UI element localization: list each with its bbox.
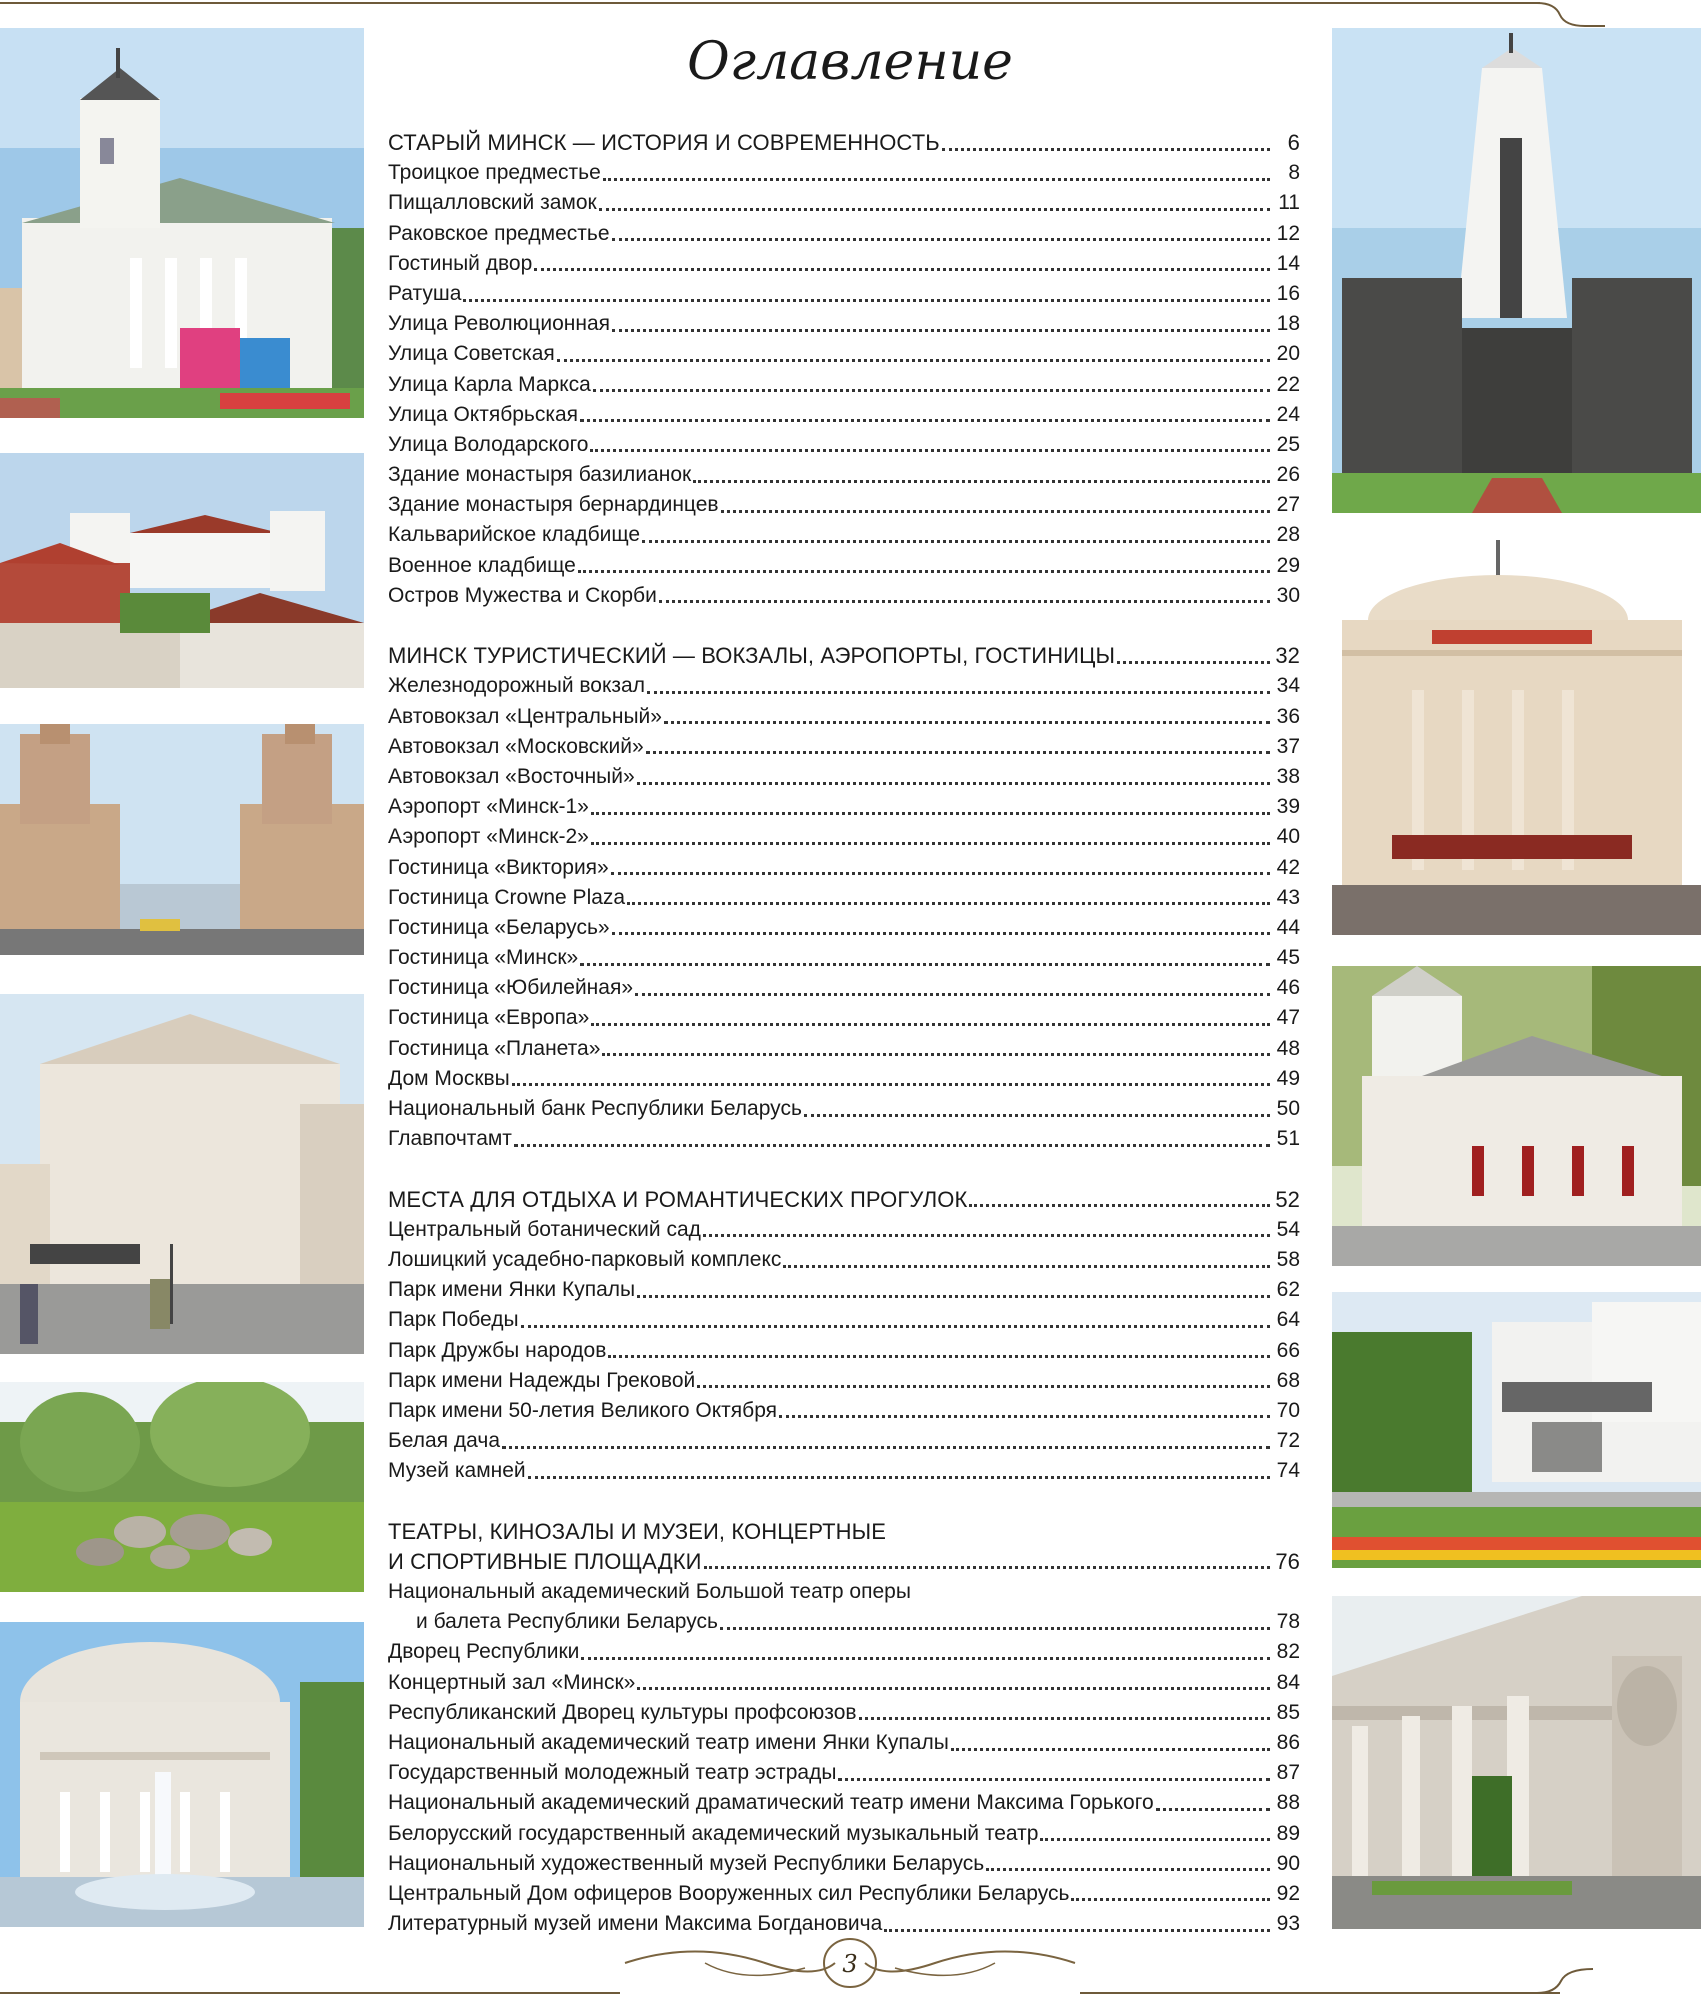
- page-ref: 37: [1276, 734, 1300, 758]
- leader-dots: [951, 1748, 1270, 1751]
- table-of-contents: [388, 128, 1300, 1939]
- page-title: Оглавление: [687, 32, 1013, 92]
- toc-entry-label: Национальный академический театр имени Янки Купалы: [388, 1730, 949, 1754]
- toc-entry-label: Военное кладбище: [388, 553, 576, 577]
- toc-entry-label: Музей камней: [388, 1459, 526, 1483]
- leader-dots: [611, 872, 1270, 875]
- toc-entry[interactable]: [388, 1849, 1300, 1879]
- toc-entry-label: Дом Москвы: [388, 1066, 510, 1090]
- page-ref: 28: [1276, 523, 1300, 547]
- toc-entry[interactable]: [388, 792, 1300, 822]
- toc-entry[interactable]: [388, 188, 1300, 218]
- toc-entry-label: Раковское предместье: [388, 221, 610, 245]
- page-ref: 26: [1276, 463, 1300, 487]
- page-ref: 30: [1276, 583, 1300, 607]
- section-heading-label: И СПОРТИВНЫЕ ПЛОЩАДКИ: [388, 1548, 702, 1574]
- leader-dots: [703, 1234, 1270, 1237]
- toc-entry[interactable]: [388, 370, 1300, 400]
- section-heading[interactable]: [388, 1185, 1300, 1215]
- section-gap: [388, 1486, 1300, 1516]
- page-ref: 88: [1276, 1791, 1300, 1815]
- toc-entry-label: Центральный ботанический сад: [388, 1217, 701, 1241]
- toc-entry[interactable]: [388, 400, 1300, 430]
- page-ref: 24: [1276, 402, 1300, 426]
- page-ref: 84: [1276, 1670, 1300, 1694]
- leader-dots: [647, 691, 1270, 694]
- page-ref: 66: [1276, 1338, 1300, 1362]
- page-ref: 93: [1276, 1912, 1300, 1936]
- photo-white-dacha: [1332, 966, 1701, 1266]
- leader-dots: [637, 1295, 1270, 1298]
- leader-dots: [593, 389, 1270, 392]
- page-ref: 62: [1276, 1278, 1300, 1302]
- page-ref: 68: [1276, 1368, 1300, 1392]
- page-number: 3: [842, 1950, 858, 1978]
- leader-dots: [1156, 1808, 1270, 1811]
- photo-city-gates: [0, 724, 364, 955]
- page-ref: 54: [1276, 1217, 1300, 1241]
- page-ref: 6: [1287, 130, 1300, 155]
- page-ref: 14: [1276, 251, 1300, 275]
- toc-entry[interactable]: [388, 430, 1300, 460]
- toc-entry-label: Парк Победы: [388, 1308, 519, 1332]
- page-ref: 29: [1276, 553, 1300, 577]
- toc-entry-label: Концертный зал «Минск»: [388, 1670, 636, 1694]
- section-heading[interactable]: [388, 128, 1300, 158]
- page-ref: 36: [1276, 704, 1300, 728]
- toc-entry[interactable]: [388, 1819, 1300, 1849]
- leader-dots: [635, 993, 1270, 996]
- page-ref: 74: [1276, 1459, 1300, 1483]
- bottom-border-line-left: [0, 1992, 620, 1994]
- toc-entry[interactable]: [388, 732, 1300, 762]
- page-ref: 70: [1276, 1398, 1300, 1422]
- page-ref: 8: [1288, 161, 1300, 185]
- toc-entry[interactable]: [388, 973, 1300, 1003]
- toc-entry-label: Центральный Дом офицеров Вооруженных сил Республики Беларусь: [388, 1881, 1070, 1905]
- toc-entry-label: Дворец Республики: [388, 1640, 580, 1664]
- page-ref: 86: [1276, 1730, 1300, 1754]
- toc-entry[interactable]: [388, 1607, 1300, 1637]
- toc-entry-label: Здание монастыря базилианок: [388, 463, 692, 487]
- toc-entry-label: Республиканский Дворец культуры профсоюзов: [388, 1700, 857, 1724]
- page-ref: 64: [1276, 1308, 1300, 1332]
- page-ref: 49: [1276, 1066, 1300, 1090]
- section-gap: [388, 611, 1300, 641]
- leader-dots: [557, 359, 1270, 362]
- leader-dots: [804, 1114, 1270, 1117]
- leader-dots: [599, 208, 1270, 211]
- page-ref: 34: [1276, 674, 1300, 698]
- leader-dots: [521, 1325, 1270, 1328]
- toc-entry-label: Гостиница «Планета»: [388, 1036, 601, 1060]
- toc-entry-label: Гостиница «Виктория»: [388, 855, 609, 879]
- toc-entry[interactable]: [388, 1215, 1300, 1245]
- page-ref: 92: [1276, 1881, 1300, 1905]
- section-heading-label: МИНСК ТУРИСТИЧЕСКИЙ — ВОКЗАЛЫ, АЭРОПОРТЫ, ГОСТИНИЦЫ: [388, 643, 1116, 669]
- toc-entry-label: Железнодорожный вокзал: [388, 674, 645, 698]
- toc-entry-label: Государственный молодежный театр эстрады: [388, 1761, 837, 1785]
- toc-entry[interactable]: [388, 1336, 1300, 1366]
- leader-dots: [612, 238, 1270, 241]
- leader-dots: [612, 932, 1270, 935]
- toc-entry[interactable]: [388, 339, 1300, 369]
- leader-dots: [591, 842, 1270, 845]
- page-ref: 12: [1276, 221, 1300, 245]
- toc-entry[interactable]: [388, 1003, 1300, 1033]
- toc-entry[interactable]: [388, 1788, 1300, 1818]
- leader-dots: [612, 329, 1270, 332]
- leader-dots: [704, 1566, 1270, 1569]
- toc-entry-label: Автовокзал «Центральный»: [388, 704, 662, 728]
- page-ref: 27: [1276, 493, 1300, 517]
- page-ref: 50: [1276, 1097, 1300, 1120]
- toc-entry-label: Ратуша: [388, 281, 462, 305]
- section-heading-line[interactable]: [388, 1517, 1300, 1547]
- leader-dots: [590, 449, 1270, 452]
- page-ref: 51: [1276, 1127, 1300, 1151]
- leader-dots: [721, 510, 1270, 513]
- toc-entry-label: Автовокзал «Московский»: [388, 734, 644, 758]
- toc-entry[interactable]: [388, 219, 1300, 249]
- toc-entry[interactable]: [388, 520, 1300, 550]
- section-heading-label: СТАРЫЙ МИНСК — ИСТОРИЯ И СОВРЕМЕННОСТЬ: [388, 130, 940, 155]
- leader-dots: [528, 1476, 1270, 1479]
- toc-entry-label: Гостиница Crowne Plaza: [388, 885, 626, 909]
- toc-entry-label: Улица Октябрьская: [388, 402, 579, 426]
- toc-entry-label: Здание монастыря бернардинцев: [388, 493, 719, 517]
- toc-entry[interactable]: [388, 1094, 1300, 1124]
- toc-entry[interactable]: [388, 1245, 1300, 1275]
- leader-dots: [603, 178, 1270, 181]
- toc-entry-label: Аэропорт «Минск-2»: [388, 825, 589, 849]
- page-ref: 90: [1276, 1851, 1300, 1875]
- leader-dots: [720, 1627, 1270, 1630]
- toc-entry-label: Гостиница «Юбилейная»: [388, 976, 634, 1000]
- toc-entry[interactable]: [388, 158, 1300, 188]
- leader-dots: [779, 1415, 1270, 1418]
- toc-entry-label: и балета Республики Беларусь: [416, 1610, 718, 1634]
- toc-entry-label: Автовокзал «Восточный»: [388, 764, 635, 788]
- leader-dots: [659, 600, 1270, 603]
- leader-dots: [591, 812, 1270, 815]
- section-heading[interactable]: [388, 641, 1300, 671]
- leader-dots: [463, 299, 1270, 302]
- leader-dots: [578, 570, 1270, 573]
- toc-entry[interactable]: [388, 1698, 1300, 1728]
- page-ref: 44: [1276, 915, 1300, 939]
- toc-entry[interactable]: [388, 1396, 1300, 1426]
- toc-entry[interactable]: [388, 913, 1300, 943]
- toc-entry[interactable]: [388, 1728, 1300, 1758]
- toc-entry[interactable]: [388, 1275, 1300, 1305]
- toc-entry-label: Остров Мужества и Скорби: [388, 583, 657, 607]
- leader-dots: [693, 480, 1270, 483]
- page-ref: 76: [1275, 1548, 1300, 1574]
- toc-entry-label: Гостиный двор: [388, 251, 533, 275]
- leader-dots: [637, 782, 1270, 785]
- leader-dots: [859, 1717, 1270, 1720]
- photo-trinity-suburb: [0, 453, 364, 688]
- leader-dots: [646, 751, 1270, 754]
- toc-entry[interactable]: [388, 309, 1300, 339]
- leader-dots: [591, 1023, 1270, 1026]
- page-ref: 22: [1276, 372, 1300, 396]
- page-ref: 32: [1275, 643, 1300, 669]
- page-number-ornament: [615, 1930, 1085, 1996]
- page-ref: 38: [1276, 764, 1300, 788]
- toc-entry[interactable]: [388, 671, 1300, 701]
- photo-crowne-plaza: [1332, 540, 1701, 935]
- toc-entry[interactable]: [388, 1064, 1300, 1094]
- toc-entry[interactable]: [388, 249, 1300, 279]
- photo-kupala-theatre: [1332, 1292, 1701, 1568]
- toc-entry[interactable]: [388, 1668, 1300, 1698]
- photo-island-of-tears: [1332, 28, 1701, 513]
- leader-dots: [502, 1446, 1270, 1449]
- page-ref: 42: [1276, 855, 1300, 879]
- photo-hotel-europe: [0, 994, 364, 1354]
- leader-dots: [664, 721, 1270, 724]
- leader-dots: [637, 1687, 1270, 1690]
- section-gap: [388, 1154, 1300, 1184]
- page-ref: 89: [1276, 1821, 1300, 1845]
- photo-stone-museum: [0, 1382, 364, 1592]
- leader-dots: [783, 1265, 1270, 1268]
- page-ref: 72: [1276, 1429, 1300, 1453]
- toc-entry-label: Кальварийское кладбище: [388, 523, 641, 547]
- leader-dots: [1040, 1838, 1270, 1841]
- leader-dots: [986, 1868, 1270, 1871]
- toc-entry-label: Белорусский государственный академический музыкальный театр: [388, 1821, 1039, 1845]
- corner-curl-bottom-icon: [1535, 1965, 1595, 1997]
- toc-entry-label: Аэропорт «Минск-1»: [388, 795, 589, 819]
- toc-entry-label: Парк имени Надежды Грековой: [388, 1368, 696, 1392]
- leader-dots: [969, 1204, 1270, 1207]
- toc-entry-label: Белая дача: [388, 1429, 500, 1453]
- leader-dots: [627, 902, 1270, 905]
- toc-entry[interactable]: [388, 762, 1300, 792]
- page-ref: 47: [1276, 1006, 1300, 1030]
- toc-entry-label: Литературный музей имени Максима Богдановича: [388, 1912, 883, 1936]
- toc-entry-label: Национальный художественный музей Республики Беларусь: [388, 1851, 985, 1875]
- corner-curl-icon: [1535, 0, 1605, 30]
- toc-entry[interactable]: [388, 279, 1300, 309]
- leader-dots: [608, 1355, 1270, 1358]
- page-ref: 43: [1276, 885, 1300, 909]
- toc-entry[interactable]: [388, 1637, 1300, 1667]
- photo-opera-theatre: [0, 1622, 364, 1927]
- toc-entry[interactable]: [388, 1426, 1300, 1456]
- toc-entry-label: Пищалловский замок: [388, 191, 597, 215]
- toc-entry-label: Парк имени Янки Купалы: [388, 1278, 636, 1302]
- leader-dots: [1071, 1898, 1270, 1901]
- toc-entry-label: Улица Карла Маркса: [388, 372, 591, 396]
- leader-dots: [512, 1083, 1270, 1086]
- leader-dots: [697, 1385, 1270, 1388]
- toc-entry[interactable]: [388, 822, 1300, 852]
- toc-entry-label: Троицкое предместье: [388, 161, 601, 185]
- leader-dots: [942, 148, 1270, 151]
- page-ref: 45: [1276, 946, 1300, 970]
- toc-entry[interactable]: [388, 1124, 1300, 1154]
- page-ref: 87: [1276, 1761, 1300, 1785]
- toc-entry[interactable]: [388, 853, 1300, 883]
- leader-dots: [580, 419, 1270, 422]
- photo-philharmonic: [1332, 1596, 1701, 1929]
- leader-dots: [838, 1778, 1270, 1781]
- leader-dots: [642, 540, 1270, 543]
- page-ref: 39: [1276, 795, 1300, 819]
- toc-entry-label: Гостиница «Европа»: [388, 1006, 590, 1030]
- toc-entry[interactable]: [388, 1879, 1300, 1909]
- toc-entry[interactable]: [388, 1758, 1300, 1788]
- toc-entry[interactable]: [388, 883, 1300, 913]
- toc-entry[interactable]: [388, 943, 1300, 973]
- page-ref: 11: [1278, 191, 1300, 215]
- page-ref: 40: [1276, 825, 1300, 849]
- toc-entry[interactable]: [388, 490, 1300, 520]
- toc-entry-label: Улица Володарского: [388, 432, 589, 456]
- toc-entry[interactable]: [388, 702, 1300, 732]
- toc-entry-label: Гостиница «Минск»: [388, 946, 579, 970]
- toc-entry[interactable]: [388, 551, 1300, 581]
- toc-entry-label: Парк Дружбы народов: [388, 1338, 607, 1362]
- page-ref: 16: [1276, 281, 1300, 305]
- leader-dots: [514, 1144, 1270, 1147]
- page-ref: 52: [1275, 1186, 1300, 1212]
- toc-entry-label: Национальный академический Большой театр оперы: [388, 1580, 911, 1603]
- section-heading-label: МЕСТА ДЛЯ ОТДЫХА И РОМАНТИЧЕСКИХ ПРОГУЛОК: [388, 1186, 968, 1212]
- leader-dots: [581, 1657, 1270, 1660]
- toc-entry-label: Национальный банк Республики Беларусь: [388, 1097, 802, 1120]
- page-ref: 46: [1276, 976, 1300, 1000]
- page-ref: 78: [1276, 1610, 1300, 1634]
- page-ref: 48: [1276, 1036, 1300, 1060]
- page-ref: 20: [1276, 342, 1300, 366]
- page-ref: 18: [1276, 312, 1300, 336]
- photo-town-hall: [0, 28, 364, 418]
- page-ref: 85: [1276, 1700, 1300, 1724]
- toc-entry[interactable]: [388, 1034, 1300, 1064]
- toc-entry-label: Гостиница «Беларусь»: [388, 915, 610, 939]
- toc-entry-line1[interactable]: [388, 1577, 1300, 1607]
- toc-entry[interactable]: [388, 581, 1300, 611]
- section-heading-line-label: ТЕАТРЫ, КИНОЗАЛЫ И МУЗЕИ, КОНЦЕРТНЫЕ: [388, 1518, 886, 1544]
- toc-entry[interactable]: [388, 460, 1300, 490]
- toc-entry-label: Главпочтамт: [388, 1127, 512, 1151]
- leader-dots: [1117, 661, 1270, 664]
- toc-entry[interactable]: [388, 1366, 1300, 1396]
- section-heading[interactable]: [388, 1547, 1300, 1577]
- bottom-border-line-right: [1080, 1992, 1560, 1994]
- toc-entry-label: Улица Революционная: [388, 312, 611, 336]
- toc-entry-label: Национальный академический драматический театр имени Максима Горького: [388, 1791, 1154, 1815]
- page-ref: 25: [1276, 432, 1300, 456]
- page-ref: 58: [1276, 1247, 1300, 1271]
- page-ref: 82: [1276, 1640, 1300, 1664]
- top-border-line: [0, 2, 1540, 4]
- toc-entry[interactable]: [388, 1456, 1300, 1486]
- toc-entry-label: Улица Советская: [388, 342, 555, 366]
- toc-entry[interactable]: [388, 1305, 1300, 1335]
- leader-dots: [580, 963, 1270, 966]
- toc-entry-label: Лошицкий усадебно-парковый комплекс: [388, 1247, 782, 1271]
- toc-entry-label: Парк имени 50-летия Великого Октября: [388, 1398, 778, 1422]
- leader-dots: [602, 1053, 1270, 1056]
- leader-dots: [534, 268, 1270, 271]
